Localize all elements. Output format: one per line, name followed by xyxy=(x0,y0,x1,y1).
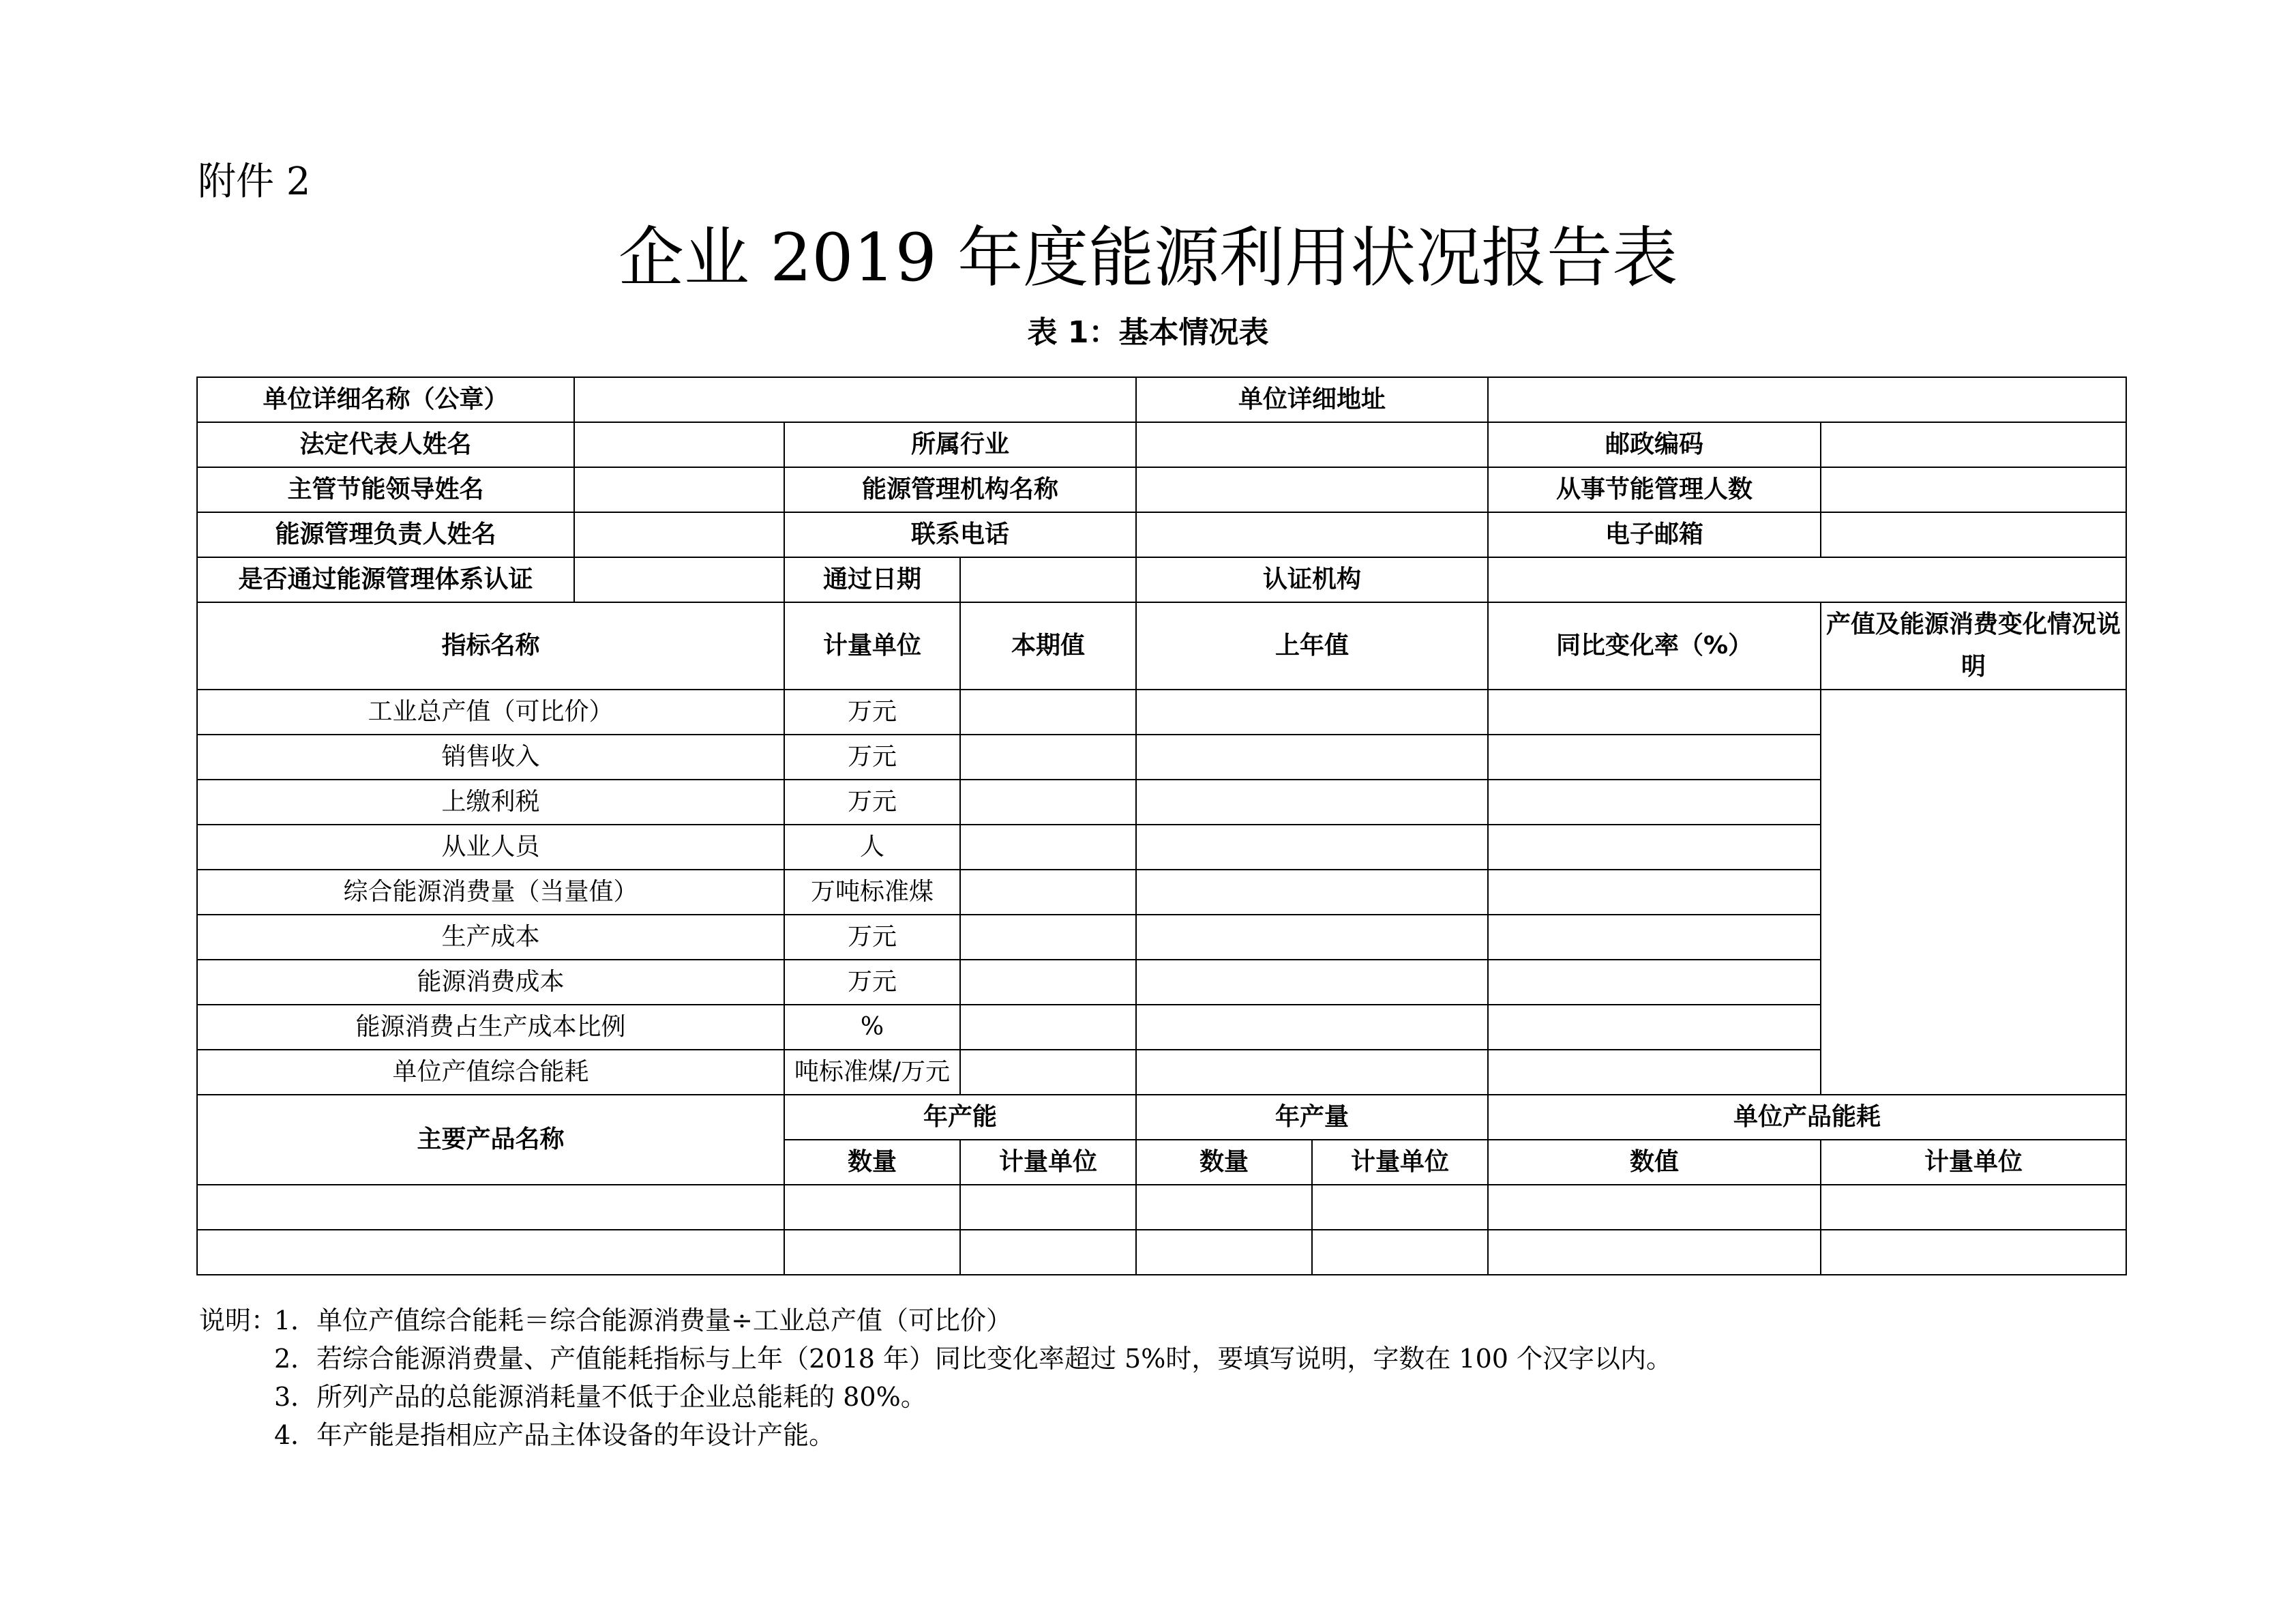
note-line xyxy=(199,1340,1672,1378)
consumption-value-header: 数值 xyxy=(1488,1140,1821,1185)
table-row xyxy=(197,557,2126,602)
basic-info-table xyxy=(196,377,2127,1275)
postcode-field[interactable] xyxy=(1821,422,2126,467)
note-item: 1．单位产值综合能耗＝综合能源消费量÷工业总产值（可比价） xyxy=(274,1305,1013,1335)
indicator-current-field[interactable] xyxy=(960,1050,1136,1095)
cert-body-field[interactable] xyxy=(1488,557,2126,602)
indicator-unit: 万元 xyxy=(784,915,960,960)
indicator-previous-field[interactable] xyxy=(1136,825,1488,870)
indicator-unit: 人 xyxy=(784,825,960,870)
output-unit-header: 计量单位 xyxy=(1312,1140,1488,1185)
indicator-unit: 万元 xyxy=(784,735,960,780)
table-subtitle: 表 1：基本情况表 xyxy=(1027,315,1269,350)
capacity-header: 年产能 xyxy=(784,1095,1136,1140)
certified-field[interactable] xyxy=(574,557,784,602)
legal-rep-label: 法定代表人姓名 xyxy=(197,422,574,467)
note-line xyxy=(199,1416,1672,1454)
product-name-field[interactable] xyxy=(197,1230,784,1275)
indicator-unit: 万元 xyxy=(784,780,960,825)
output-quantity-field[interactable] xyxy=(1136,1185,1312,1230)
phone-label: 联系电话 xyxy=(784,512,1136,557)
indicator-yoy-header: 同比变化率（%） xyxy=(1488,602,1821,690)
table-row xyxy=(197,1185,2126,1230)
output-unit-field[interactable] xyxy=(1312,1185,1488,1230)
attachment-label: 附件 2 xyxy=(198,160,311,204)
indicator-previous-field[interactable] xyxy=(1136,915,1488,960)
consumption-unit-field[interactable] xyxy=(1821,1185,2126,1230)
indicator-header-row xyxy=(197,602,2126,690)
indicator-explain-field[interactable] xyxy=(1821,690,2126,1095)
indicator-name-header: 指标名称 xyxy=(197,602,784,690)
note-item: 4．年产能是指相应产品主体设备的年设计产能。 xyxy=(274,1420,835,1450)
postcode-label: 邮政编码 xyxy=(1488,422,1821,467)
indicator-current-field[interactable] xyxy=(960,870,1136,915)
capacity-unit-header: 计量单位 xyxy=(960,1140,1136,1185)
table-row xyxy=(197,422,2126,467)
note-line xyxy=(199,1378,1672,1416)
table-row xyxy=(197,467,2126,512)
energy-org-label: 能源管理机构名称 xyxy=(784,467,1136,512)
indicator-name: 单位产值综合能耗 xyxy=(197,1050,784,1095)
phone-field[interactable] xyxy=(1136,512,1488,557)
indicator-name: 生产成本 xyxy=(197,915,784,960)
indicator-explain-header: 产值及能源消费变化情况说明 xyxy=(1821,602,2126,690)
indicator-name: 工业总产值（可比价） xyxy=(197,690,784,735)
indicator-unit: 万元 xyxy=(784,690,960,735)
page-title: 企业 2019 年度能源利用状况报告表 xyxy=(618,220,1678,296)
output-header: 年产量 xyxy=(1136,1095,1488,1140)
energy-manager-field[interactable] xyxy=(574,512,784,557)
email-field[interactable] xyxy=(1821,512,2126,557)
unit-name-field[interactable] xyxy=(574,377,1136,422)
indicator-name: 上缴利税 xyxy=(197,780,784,825)
indicator-unit: 万元 xyxy=(784,960,960,1005)
indicator-yoy-field[interactable] xyxy=(1488,825,1821,870)
unit-consumption-header: 单位产品能耗 xyxy=(1488,1095,2126,1140)
indicator-yoy-field[interactable] xyxy=(1488,915,1821,960)
indicator-current-field[interactable] xyxy=(960,780,1136,825)
indicator-current-field[interactable] xyxy=(960,915,1136,960)
capacity-unit-field[interactable] xyxy=(960,1230,1136,1275)
indicator-previous-field[interactable] xyxy=(1136,780,1488,825)
indicator-name: 综合能源消费量（当量值） xyxy=(197,870,784,915)
email-label: 电子邮箱 xyxy=(1488,512,1821,557)
consumption-value-field[interactable] xyxy=(1488,1185,1821,1230)
table-row xyxy=(197,512,2126,557)
product-name-field[interactable] xyxy=(197,1185,784,1230)
indicator-yoy-field[interactable] xyxy=(1488,870,1821,915)
notes xyxy=(199,1301,1672,1454)
indicator-previous-field[interactable] xyxy=(1136,1005,1488,1050)
pass-date-field[interactable] xyxy=(960,557,1136,602)
table-row xyxy=(197,690,2126,735)
indicator-yoy-field[interactable] xyxy=(1488,690,1821,735)
industry-label: 所属行业 xyxy=(784,422,1136,467)
note-item: 2．若综合能源消费量、产值能耗指标与上年（2018 年）同比变化率超过 5%时，要填写说明，字数在 100 个汉字以内。 xyxy=(274,1344,1673,1374)
indicator-unit: 万吨标准煤 xyxy=(784,870,960,915)
unit-address-field[interactable] xyxy=(1488,377,2126,422)
indicator-unit-header: 计量单位 xyxy=(784,602,960,690)
energy-staff-field[interactable] xyxy=(1821,467,2126,512)
consumption-value-field[interactable] xyxy=(1488,1230,1821,1275)
indicator-current-field[interactable] xyxy=(960,960,1136,1005)
indicator-previous-header: 上年值 xyxy=(1136,602,1488,690)
indicator-name: 销售收入 xyxy=(197,735,784,780)
certified-label: 是否通过能源管理体系认证 xyxy=(197,557,574,602)
consumption-unit-header: 计量单位 xyxy=(1821,1140,2126,1185)
indicator-name: 能源消费占生产成本比例 xyxy=(197,1005,784,1050)
indicator-previous-field[interactable] xyxy=(1136,735,1488,780)
indicator-unit: 吨标准煤/万元 xyxy=(784,1050,960,1095)
indicator-previous-field[interactable] xyxy=(1136,690,1488,735)
indicator-yoy-field[interactable] xyxy=(1488,1050,1821,1095)
indicator-yoy-field[interactable] xyxy=(1488,1005,1821,1050)
indicator-current-field[interactable] xyxy=(960,690,1136,735)
note-item: 3．所列产品的总能源消耗量不低于企业总能耗的 80%。 xyxy=(274,1382,927,1412)
capacity-quantity-header: 数量 xyxy=(784,1140,960,1185)
capacity-quantity-field[interactable] xyxy=(784,1230,960,1275)
cert-body-label: 认证机构 xyxy=(1136,557,1488,602)
indicator-previous-field[interactable] xyxy=(1136,870,1488,915)
table-row xyxy=(197,1230,2126,1275)
indicator-yoy-field[interactable] xyxy=(1488,735,1821,780)
energy-staff-label: 从事节能管理人数 xyxy=(1488,467,1821,512)
indicator-name: 能源消费成本 xyxy=(197,960,784,1005)
output-quantity-field[interactable] xyxy=(1136,1230,1312,1275)
capacity-unit-field[interactable] xyxy=(960,1185,1136,1230)
table-row xyxy=(197,377,2126,422)
energy-leader-field[interactable] xyxy=(574,467,784,512)
product-header-row xyxy=(197,1095,2126,1140)
notes-label: 说明： xyxy=(199,1305,278,1335)
indicator-yoy-field[interactable] xyxy=(1488,960,1821,1005)
note-line xyxy=(199,1301,1672,1340)
indicator-previous-field[interactable] xyxy=(1136,960,1488,1005)
consumption-unit-field[interactable] xyxy=(1821,1230,2126,1275)
industry-field[interactable] xyxy=(1136,422,1488,467)
indicator-current-field[interactable] xyxy=(960,825,1136,870)
energy-org-field[interactable] xyxy=(1136,467,1488,512)
indicator-current-field[interactable] xyxy=(960,735,1136,780)
indicator-previous-field[interactable] xyxy=(1136,1050,1488,1095)
capacity-quantity-field[interactable] xyxy=(784,1185,960,1230)
unit-name-label: 单位详细名称（公章） xyxy=(197,377,574,422)
indicator-unit: % xyxy=(784,1005,960,1050)
product-name-header: 主要产品名称 xyxy=(197,1095,784,1185)
pass-date-label: 通过日期 xyxy=(784,557,960,602)
energy-manager-label: 能源管理负责人姓名 xyxy=(197,512,574,557)
indicator-name: 从业人员 xyxy=(197,825,784,870)
indicator-current-field[interactable] xyxy=(960,1005,1136,1050)
output-unit-field[interactable] xyxy=(1312,1230,1488,1275)
indicator-yoy-field[interactable] xyxy=(1488,780,1821,825)
output-quantity-header: 数量 xyxy=(1136,1140,1312,1185)
unit-address-label: 单位详细地址 xyxy=(1136,377,1488,422)
energy-leader-label: 主管节能领导姓名 xyxy=(197,467,574,512)
legal-rep-field[interactable] xyxy=(574,422,784,467)
indicator-current-header: 本期值 xyxy=(960,602,1136,690)
